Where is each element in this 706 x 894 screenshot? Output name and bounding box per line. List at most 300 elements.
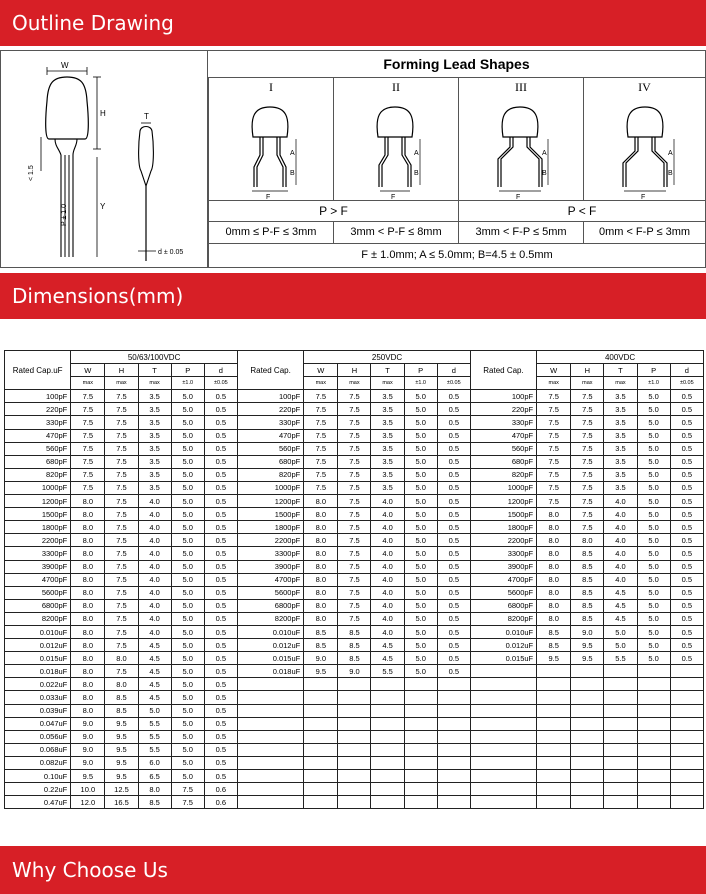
dimension-cell: 8.5 [571,573,604,586]
dimension-cell [404,678,437,691]
dimension-cell: 5.0 [637,416,670,429]
dimension-cell: 8.0 [304,534,338,547]
dimension-cell: 0.5 [204,665,237,678]
capacitance-cell: 680pF [5,455,71,468]
coating-run-label: < 1.5 [28,165,35,181]
dimension-cell [604,717,637,730]
dimension-cell: 5.0 [637,599,670,612]
dimension-cell: 0.5 [204,625,237,638]
dimension-cell: 8.0 [304,560,338,573]
rated-cap-header: Rated Cap. [237,351,303,390]
dimension-cell: 7.5 [71,429,105,442]
dimension-cell [338,678,371,691]
dimension-cell: 0.5 [204,560,237,573]
dimension-cell [670,691,703,704]
dimension-cell: 7.5 [338,403,371,416]
dimension-cell: 5.5 [138,743,171,756]
dimension-cell: 4.0 [371,599,404,612]
dimension-cell [571,691,604,704]
dimension-cell [670,796,703,809]
dimension-cell: 0.5 [204,599,237,612]
dimension-cell [371,691,404,704]
dimension-cell: 0.5 [670,652,703,665]
column-header: P [171,364,204,377]
dimension-cell: 0.5 [204,704,237,717]
dimension-cell [637,730,670,743]
dimension-cell: 3.5 [138,481,171,494]
dimension-cell: 5.0 [171,612,204,625]
capacitance-cell: 220pF [470,403,536,416]
dimension-cell: 8.5 [138,796,171,809]
dimension-cell: 7.5 [338,573,371,586]
dimension-cell: 7.5 [105,481,138,494]
dimension-cell: 0.5 [204,547,237,560]
capacitance-cell: 470pF [237,429,303,442]
dimension-cell: 4.5 [138,665,171,678]
dimension-cell: 5.0 [171,743,204,756]
table-row [5,691,704,704]
dimension-cell [304,678,338,691]
dimension-cell: 0.5 [670,416,703,429]
dimension-cell [338,691,371,704]
relation-cell-2 [458,200,705,221]
relation-text: P > F [319,204,348,218]
dimension-cell: 5.0 [171,704,204,717]
capacitance-cell [470,796,536,809]
capacitance-cell: 0.033uF [5,691,71,704]
dimension-cell: 3.5 [138,468,171,481]
dim-a-label: A [542,150,547,157]
dimension-cell [670,717,703,730]
column-subheader: max [571,377,604,390]
dimension-cell: 5.0 [171,508,204,521]
dimension-cell: 8.0 [71,612,105,625]
capacitance-cell: 680pF [470,455,536,468]
table-row [5,534,704,547]
dimension-cell: 0.5 [437,665,470,678]
dimension-cell: 8.5 [571,547,604,560]
dimension-cell [670,730,703,743]
dimension-cell: 3.5 [138,390,171,403]
dimension-cell: 5.0 [404,442,437,455]
capacitance-cell: 5600pF [237,586,303,599]
dimension-cell [371,704,404,717]
dimension-cell: 4.0 [138,625,171,638]
dimension-cell: 3.5 [604,481,637,494]
dimension-cell: 8.0 [537,573,571,586]
dimension-cell [304,704,338,717]
capacitance-cell [237,743,303,756]
capacitance-cell: 2200pF [5,534,71,547]
dimension-cell: 0.5 [437,547,470,560]
dimension-cell: 8.0 [304,508,338,521]
column-header: d [437,364,470,377]
capacitance-cell: 4700pF [237,573,303,586]
table-row [5,796,704,809]
dimension-cell [404,730,437,743]
dimension-cell [571,730,604,743]
dimension-cell: 5.0 [171,468,204,481]
dimension-cell [304,730,338,743]
dimension-cell: 8.0 [71,599,105,612]
dimension-cell: 4.0 [138,599,171,612]
capacitance-cell: 0.10uF [5,770,71,783]
column-header: d [670,364,703,377]
dimension-cell: 9.5 [105,743,138,756]
dimension-cell: 4.0 [371,612,404,625]
dimension-cell: 8.0 [71,547,105,560]
dimension-cell: 5.0 [171,573,204,586]
capacitance-cell: 1200pF [237,495,303,508]
dimension-cell: 0.5 [670,612,703,625]
dimension-cell: 5.5 [138,730,171,743]
tolerance-text: F ± 1.0mm; A ≤ 5.0mm; B=4.5 ± 0.5mm [361,249,553,261]
dimension-cell: 3.5 [371,416,404,429]
dimension-cell: 0.5 [670,390,703,403]
range-cell-2 [333,221,458,243]
dimension-cell: 7.5 [571,481,604,494]
dimension-cell: 0.5 [670,455,703,468]
dimension-cell: 8.0 [537,534,571,547]
dimension-cell: 8.0 [71,704,105,717]
dim-a-label: A [414,150,419,157]
dimension-cell: 7.5 [338,599,371,612]
table-row [5,495,704,508]
dimension-cell: 5.0 [404,534,437,547]
dimension-cell: 5.0 [171,442,204,455]
dimension-cell [670,770,703,783]
capacitance-cell: 1000pF [237,481,303,494]
shape-label: III [515,80,527,94]
dimensions-table [4,350,704,809]
capacitance-cell: 330pF [470,416,536,429]
dimension-cell: 0.5 [437,560,470,573]
dimension-cell: 5.0 [404,455,437,468]
section-title: Why Choose Us [12,858,168,882]
dimension-cell [637,770,670,783]
forming-title: Forming Lead Shapes [383,56,530,72]
dimension-cell [404,743,437,756]
capacitance-cell: 0.056uF [5,730,71,743]
dimension-cell [670,678,703,691]
capacitance-cell: 1200pF [470,495,536,508]
table-row [5,652,704,665]
dimension-cell: 0.5 [204,508,237,521]
dimension-cell: 7.5 [105,560,138,573]
dimension-cell: 8.5 [571,560,604,573]
dimension-cell [604,796,637,809]
dimension-cell: 3.5 [604,416,637,429]
capacitance-cell: 330pF [237,416,303,429]
capacitance-cell: 820pF [237,468,303,481]
dimension-cell: 7.5 [537,495,571,508]
dimension-cell: 7.5 [71,390,105,403]
dimension-cell: 7.5 [105,665,138,678]
dimension-cell [371,783,404,796]
dimension-cell [670,704,703,717]
table-row [5,416,704,429]
dimension-cell: 3.5 [371,481,404,494]
table-row [5,481,704,494]
dimension-cell: 0.5 [437,403,470,416]
dimension-cell: 5.0 [637,468,670,481]
dimension-cell [404,756,437,769]
dimension-cell: 4.0 [371,560,404,573]
dimension-cell: 7.5 [71,442,105,455]
dimension-cell: 0.5 [204,586,237,599]
dimension-cell: 0.5 [437,521,470,534]
dimension-cell: 4.5 [371,652,404,665]
dimension-cell [304,770,338,783]
dimension-cell: 16.5 [105,796,138,809]
table-row [5,442,704,455]
dimension-cell: 4.0 [138,586,171,599]
dimension-cell: 0.5 [437,599,470,612]
shape-label: IV [638,80,651,94]
dimension-cell: 9.5 [537,652,571,665]
height-label: H [100,109,106,118]
capacitance-cell: 0.047uF [5,717,71,730]
column-header: T [604,364,637,377]
dimension-cell: 5.0 [637,403,670,416]
column-subheader: max [71,377,105,390]
dimension-cell: 5.0 [637,652,670,665]
dimension-cell [304,796,338,809]
dimension-cell: 5.0 [171,691,204,704]
dimension-cell: 8.0 [537,586,571,599]
dimension-cell: 0.5 [204,717,237,730]
table-row [5,403,704,416]
dimension-cell: 7.5 [338,508,371,521]
dimension-cell [437,770,470,783]
dimension-cell: 5.0 [171,534,204,547]
dimension-cell: 8.0 [71,560,105,573]
range-text: 0mm < F-P ≤ 3mm [598,226,691,238]
dimension-cell: 4.5 [138,652,171,665]
dimension-cell: 0.5 [204,743,237,756]
capacitance-cell: 0.22uF [5,783,71,796]
capacitance-cell [237,691,303,704]
dimension-cell: 4.5 [604,612,637,625]
capacitance-cell [237,717,303,730]
dimension-cell: 4.5 [138,639,171,652]
dimension-cell [637,796,670,809]
capacitance-cell [470,704,536,717]
capacitance-cell: 5600pF [470,586,536,599]
dimension-cell [404,704,437,717]
column-header: P [637,364,670,377]
capacitance-cell: 0.012uF [237,639,303,652]
capacitance-cell: 4700pF [470,573,536,586]
capacitance-cell: 560pF [5,442,71,455]
capacitance-cell: 0.010uF [470,625,536,638]
capacitance-cell: 0.022uF [5,678,71,691]
dimension-cell: 7.5 [338,521,371,534]
column-subheader: max [105,377,138,390]
dimension-cell: 4.5 [138,678,171,691]
table-row [5,599,704,612]
dimension-cell: 5.0 [637,586,670,599]
dimension-cell: 7.5 [338,455,371,468]
dimension-cell: 3.5 [371,429,404,442]
dimension-cell: 5.0 [171,495,204,508]
dimension-cell: 3.5 [371,468,404,481]
dimension-cell [637,756,670,769]
dimension-cell [637,665,670,678]
dimension-cell: 7.5 [71,416,105,429]
capacitance-cell: 0.010uF [5,625,71,638]
dimension-cell [371,678,404,691]
column-subheader: ±0.05 [204,377,237,390]
dimension-cell: 8.0 [537,521,571,534]
dimension-cell [571,756,604,769]
table-header-row [5,364,704,377]
dimension-cell: 4.0 [371,625,404,638]
dimension-cell: 7.5 [105,508,138,521]
dim-f-label: F [516,194,521,200]
dimension-cell: 7.5 [105,416,138,429]
dimension-cell: 5.0 [404,508,437,521]
dimension-cell: 9.5 [105,717,138,730]
dimension-cell [604,678,637,691]
range-cell-3 [458,221,583,243]
dimension-cell: 5.0 [171,730,204,743]
dimension-cell: 8.0 [71,495,105,508]
dimension-cell: 5.5 [138,717,171,730]
capacitance-cell: 330pF [5,416,71,429]
dimension-cell: 0.5 [437,468,470,481]
dimension-cell: 7.5 [338,481,371,494]
table-row [5,586,704,599]
dimension-cell: 0.5 [204,455,237,468]
table-row [5,390,704,403]
dimension-cell [537,796,571,809]
dimension-cell: 5.0 [637,639,670,652]
dimension-cell: 5.0 [637,625,670,638]
capacitance-cell: 220pF [237,403,303,416]
dimension-cell: 0.5 [670,573,703,586]
rated-cap-header: Rated Cap.uF [5,351,71,390]
dimension-cell [604,783,637,796]
capacitance-cell: 1200pF [5,495,71,508]
capacitance-cell: 3900pF [5,560,71,573]
dimension-cell: 4.0 [138,547,171,560]
dimension-cell: 5.0 [171,403,204,416]
capacitance-cell: 8200pF [237,612,303,625]
dimension-cell [537,678,571,691]
capacitance-cell: 0.039uF [5,704,71,717]
capacitance-cell: 8200pF [5,612,71,625]
dimension-cell: 0.5 [670,429,703,442]
dimension-cell: 8.0 [71,652,105,665]
dimension-cell: 7.5 [105,429,138,442]
dimension-cell: 7.5 [105,547,138,560]
capacitance-cell: 220pF [5,403,71,416]
dimension-cell: 3.5 [138,429,171,442]
dimension-cell: 4.5 [604,599,637,612]
outline-drawing-panel [0,50,706,268]
forming-shapes-svg [208,77,705,200]
table-row [5,665,704,678]
capacitance-cell [470,743,536,756]
dimension-cell: 7.5 [571,442,604,455]
dimension-cell: 5.0 [171,521,204,534]
dimension-cell: 5.0 [404,560,437,573]
dimension-cell: 5.0 [171,665,204,678]
capacitance-cell [237,770,303,783]
table-row [5,521,704,534]
section-title: Dimensions(mm) [12,284,184,308]
dimension-cell [537,665,571,678]
section-outline-drawing [0,0,706,46]
table-row [5,730,704,743]
capacitance-cell: 820pF [470,468,536,481]
dimension-cell: 4.0 [138,495,171,508]
dimension-cell: 8.0 [304,495,338,508]
capacitance-cell: 3900pF [470,560,536,573]
dimension-cell: 7.5 [571,390,604,403]
capacitance-cell: 0.018uF [5,665,71,678]
table-row [5,429,704,442]
dimension-cell: 5.0 [637,429,670,442]
dimension-cell: 0.5 [670,599,703,612]
dimension-cell: 0.5 [204,534,237,547]
dimension-cell: 9.5 [71,770,105,783]
dimension-cell [670,756,703,769]
column-header: P [404,364,437,377]
dimension-cell: 3.5 [138,416,171,429]
dimension-cell [304,691,338,704]
capacitance-cell [237,730,303,743]
dimension-cell: 3.5 [604,442,637,455]
dimension-cell: 4.0 [604,573,637,586]
dimension-cell: 8.5 [571,599,604,612]
shape-label: II [392,80,400,94]
dimension-cell: 8.0 [304,612,338,625]
capacitance-cell: 2200pF [470,534,536,547]
dimension-cell [304,743,338,756]
capacitance-cell [237,704,303,717]
dimension-cell: 7.5 [338,468,371,481]
section-dimensions [0,273,706,319]
capacitance-cell: 100pF [470,390,536,403]
capacitance-cell: 0.015uF [5,652,71,665]
capacitance-cell: 1800pF [470,521,536,534]
dimension-cell: 7.5 [304,455,338,468]
dimension-cell: 0.5 [670,495,703,508]
dimension-cell: 9.0 [338,665,371,678]
dimension-cell [637,691,670,704]
dimension-cell: 7.5 [105,586,138,599]
dimension-cell: 3.5 [138,442,171,455]
capacitance-cell [237,756,303,769]
dimension-cell: 12.5 [105,783,138,796]
dimension-cell [338,783,371,796]
capacitance-cell: 2200pF [237,534,303,547]
capacitance-cell: 6800pF [470,599,536,612]
dimension-cell: 7.5 [171,783,204,796]
dimension-cell: 0.5 [204,678,237,691]
dimension-cell: 8.0 [71,534,105,547]
dimension-cell: 4.0 [371,547,404,560]
dimension-cell: 7.5 [105,468,138,481]
dimension-cell [371,730,404,743]
dimension-cell [571,665,604,678]
dimension-cell: 9.5 [571,639,604,652]
dimension-cell: 7.5 [338,495,371,508]
dimension-cell [670,743,703,756]
dimension-cell: 5.5 [371,665,404,678]
